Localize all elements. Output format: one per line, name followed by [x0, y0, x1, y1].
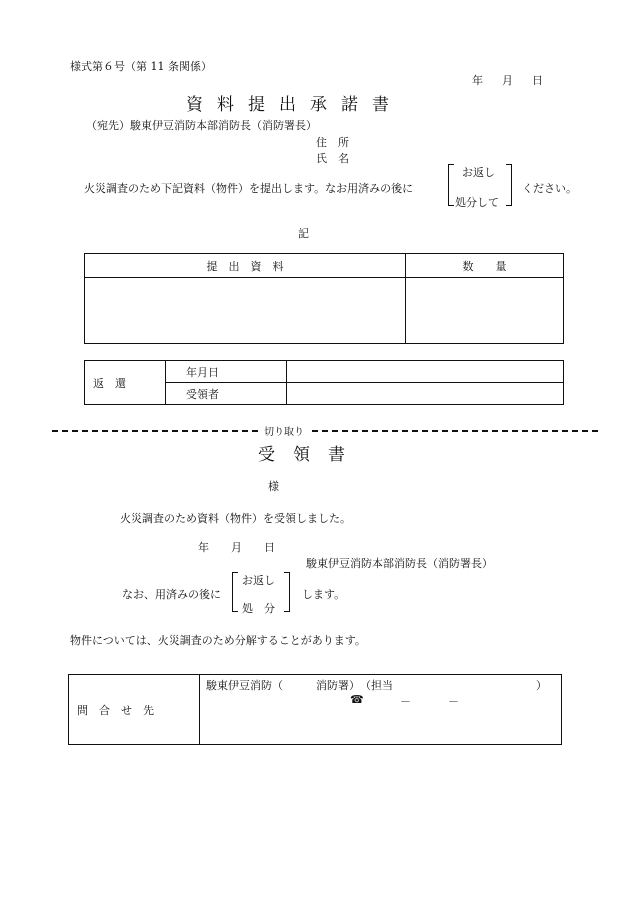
option-return: お返し — [462, 166, 495, 179]
contact-label: 問 合 せ 先 — [69, 675, 200, 745]
header-materials: 提 出 資 料 — [85, 254, 406, 278]
page-title: 資料提出承諾書 — [186, 95, 403, 115]
submission-table — [84, 253, 564, 344]
statement-text: 火災調査のため下記資料（物件）を提出します。なお用済みの後に — [84, 182, 414, 195]
receiver-cell[interactable] — [287, 383, 564, 405]
return-date-cell[interactable] — [287, 361, 564, 383]
addressee: （宛先）駿東伊豆消防本部消防長（消防署長） — [86, 119, 317, 132]
after-use-text: なお、用済みの後に — [122, 588, 221, 601]
contact-info — [200, 675, 562, 745]
statement-after: ください。 — [522, 182, 577, 195]
phone-dash-2: － — [448, 695, 459, 708]
ki-mark: 記 — [298, 227, 309, 240]
cut-label: 切り取り — [258, 423, 310, 438]
receipt-issuer: 駿東伊豆消防本部消防長（消防署長） — [306, 557, 493, 570]
phone-icon: ☎ — [350, 693, 364, 706]
bracket-right — [506, 164, 512, 206]
sama-label: 様 — [268, 480, 279, 493]
receipt-title: 受領書 — [258, 445, 363, 465]
receipt-bracket-left — [232, 572, 238, 612]
after-use-after: します。 — [302, 588, 346, 601]
cut-line — [52, 430, 598, 432]
quantity-cell[interactable] — [406, 278, 564, 344]
option-dispose: 処分して — [455, 196, 499, 209]
header-quantity: 数 量 — [406, 254, 564, 278]
return-date-label: 年月日 — [166, 361, 287, 383]
materials-cell[interactable] — [85, 278, 406, 344]
date-line: 年 月 日 — [472, 74, 547, 87]
receipt-option-dispose: 処 分 — [242, 602, 275, 615]
return-table — [84, 360, 564, 405]
phone-dash-1: － — [400, 695, 411, 708]
name-label: 氏 名 — [316, 152, 349, 165]
receipt-bracket-right — [284, 572, 290, 612]
receipt-option-return: お返し — [242, 574, 275, 587]
note-text: 物件については、火災調査のため分解することがあります。 — [70, 634, 366, 647]
receipt-line1: 火災調査のため資料（物件）を受領しました。 — [120, 512, 351, 525]
bracket-left — [448, 164, 454, 206]
contact-dept: 駿東伊豆消防（ 消防署） （担当 ） — [206, 679, 547, 692]
form-number: 様式第６号（第 11 条関係） — [70, 60, 212, 73]
address-label: 住 所 — [316, 136, 349, 149]
contact-table — [68, 674, 562, 745]
return-label: 返 還 — [85, 361, 166, 405]
receipt-date: 年 月 日 — [198, 541, 275, 554]
receiver-label: 受領者 — [166, 383, 287, 405]
